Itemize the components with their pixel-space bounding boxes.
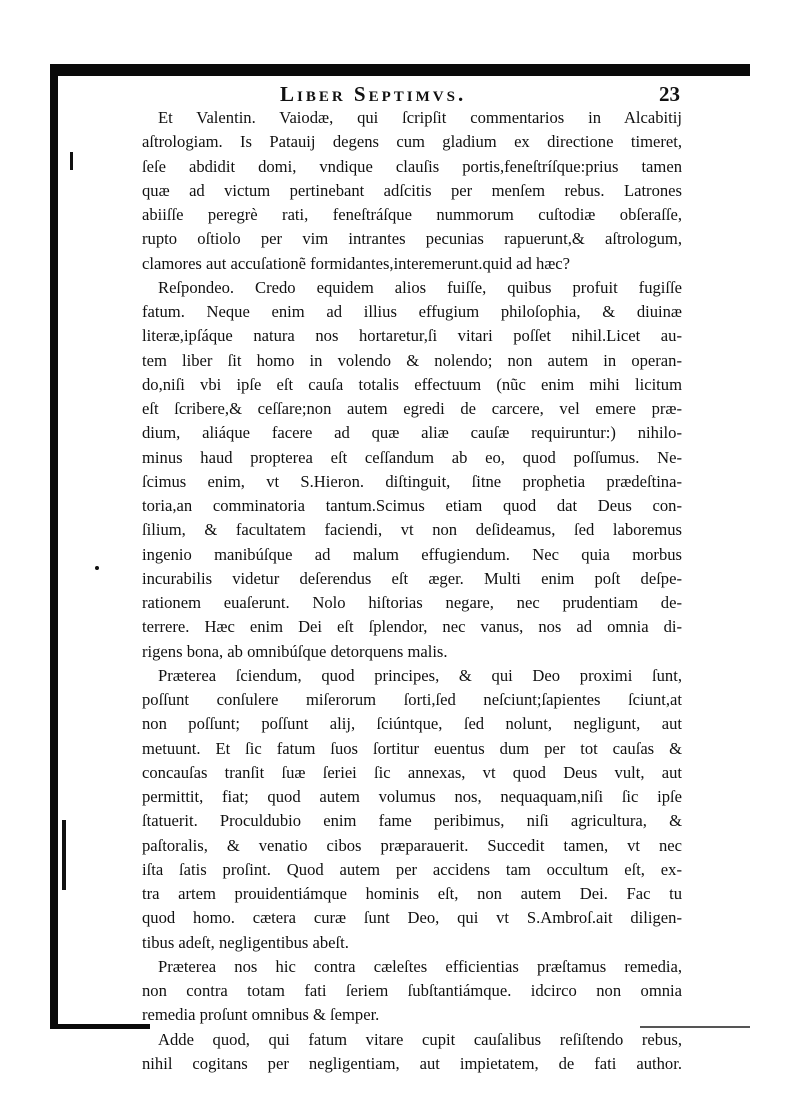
text-line: minus haud propterea eſt ceſſandum ab eo, quod poſſumus. Ne- [142,447,682,467]
text-line: ſilium, & facultatem faciendi, vt non deſideamus, ſed laboremus [142,520,682,540]
running-title: Liber Septimvs. [280,82,467,106]
page-border-left [50,64,58,1029]
text-line: metuunt. Et ſic fatum ſuos ſortitur euentus dum per tot cauſas & [142,738,682,758]
text-line: quæ ad victum pertinebant adſcitis per menſem rebus. Latrones [142,180,682,200]
text-line: ſeſe abdidit domi, vndique clauſis portis,feneſtríſque:prius tamen [142,156,682,176]
text-line: remedia proſunt omnibus & ſemper. [142,1005,380,1025]
text-line: terrere. Hæc enim Dei eſt ſplendor, nec vanus, nos ad omnia di- [142,617,682,637]
text-line: paſtoralis, & venatio cibos præparauerit. Succedit tamen, vt nec [142,835,682,855]
text-line: non contra totam fati ſeriem ſubſtantiámque. idcirco non omnia [142,981,682,1000]
text-line: ſtatuerit. Proculdubio enim fame peribimus, niſi agricultura, & [142,811,682,831]
text-line: ſcimus enim, vt S.Hieron. diſtinguit, ſitne prophetia prædeſtina- [142,471,682,491]
margin-dot [95,566,99,570]
page-border-bottom [50,1024,150,1029]
text-line: ingenio manibúſque ad malum effugiendum. Nec quia morbus [142,544,682,564]
text-line: non poſſunt; poſſunt alij, ſciúntque, ſed nolunt, negligunt, aut [142,714,682,734]
text-line: iſta ſatis proſint. Quod autem per accidens tam occultum eſt, ex- [142,859,682,879]
text-line: nihil cogitans per negligentiam, aut impietatem, de fati author. [142,1053,682,1073]
text-line: literæ,ipſáque natura nos hortaretur,ſi vitari poſſet nihil.Licet au- [142,326,682,346]
text-line: Præterea ſciendum, quod principes, & qui Deo proximi ſunt, [158,665,682,685]
text-line: aſtrologiam. Is Patauij degens cum gladium ex directione timeret, [142,132,682,152]
text-line: dium, aliáque facere ad quæ aliæ cauſæ requiruntur:) nihilo- [142,423,682,443]
running-header [140,82,680,106]
text-line: rupto oſtiolo per vim intrantes pecunias rapuerunt,& aſtrologum, [142,229,682,249]
text-line: clamores aut accuſationẽ formidantes,interemerunt.quid ad hæc? [142,253,571,273]
margin-mark [62,820,66,890]
text-line: Reſpondeo. Credo equidem alios fuiſſe, quibus profuit fugiſſe [158,277,682,297]
text-line: concauſas tranſit ſuæ ſeriei ſic annexas, vt quod Deus vult, aut [142,762,682,782]
text-line: Adde quod, qui fatum vitare cupit cauſalibus reſiſtendo rebus, [158,1029,682,1049]
text-line: abiiſſe peregrè rati, feneſtráſque nummorum cuſtodiæ obſeraſſe, [142,205,682,224]
text-line: do,niſi vbi ipſe eſt cauſa totalis effectuum (nũc enim mihi licitum [142,374,682,394]
text-line: permittit, fiat; quod autem volumus nos, nequaquam,niſi ſic ipſe [142,787,682,806]
text-line: quod homo. cætera curæ ſunt Deo, qui vt S.Ambroſ.ait diligen- [142,908,682,928]
text-line: incurabilis videtur deſerendus eſt æger. Multi enim poſt deſpe- [142,568,682,588]
text-line: eſt ſcribere,& ceſſare;non autem egredi de carcere, vel emere præ- [142,399,682,418]
text-line: rigens bona, ab omnibúſque detorquens malis. [142,641,448,661]
text-line: rationem euaſerunt. Nolo hiſtorias negare, nec prudentiam de- [142,593,682,612]
text-line: tra artem prouidentiámque hominis eſt, non autem Dei. Fac tu [142,884,682,903]
page-number: 23 [659,82,680,106]
body-text [142,106,682,1076]
text-line: Et Valentin. Vaiodæ, qui ſcripſit commentarios in Alcabitij [158,108,682,127]
text-line: fatum. Neque enim ad illius effugium philoſophia, & diuinæ [142,302,682,321]
margin-mark [70,152,73,170]
text-line: tem liber ſit homo in volendo & nolendo; non autem in operan- [142,350,682,370]
text-line: Præterea nos hic contra cæleſtes efficientias præſtamus remedia, [158,956,682,976]
text-line: toria,an comminatoria tantum.Scimus etiam quod dat Deus con- [142,496,682,515]
text-line: poſſunt conſulere miſerorum ſorti,ſed neſciunt;ſapientes ſciunt,at [142,690,682,709]
page-border-top [50,64,750,76]
text-line: tibus adeſt, negligentibus abeſt. [142,932,349,952]
